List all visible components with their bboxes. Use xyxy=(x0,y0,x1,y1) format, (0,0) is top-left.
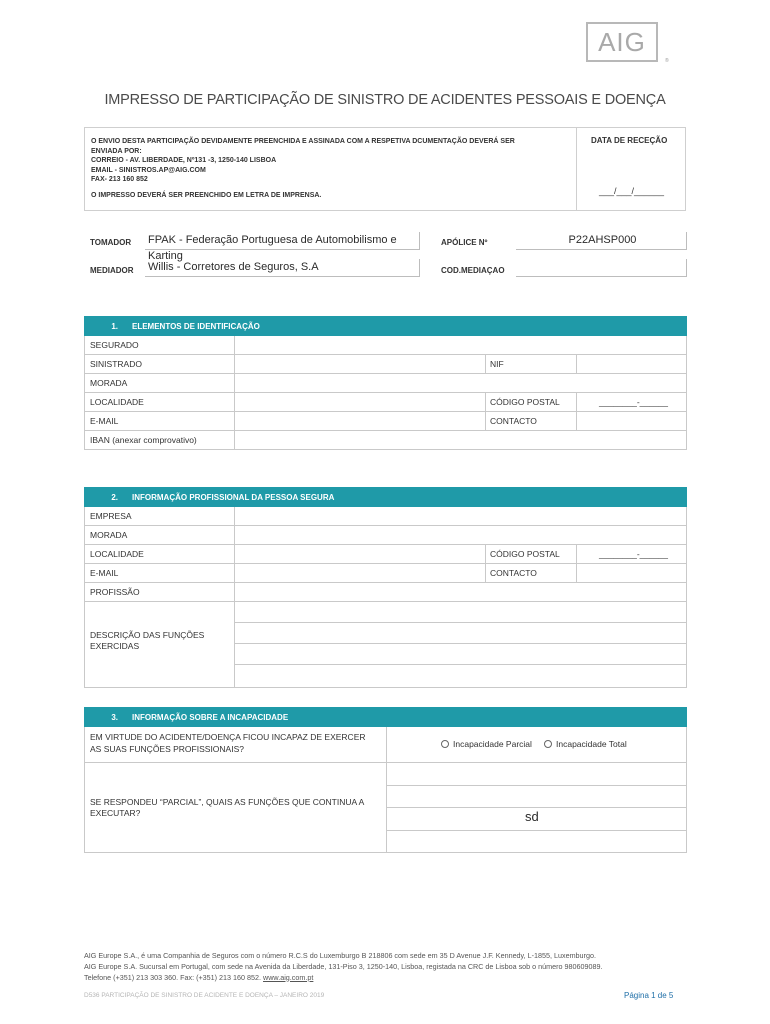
row-line xyxy=(386,830,686,831)
footer-line xyxy=(84,973,686,984)
row-line xyxy=(234,643,686,644)
profissao-label: PROFISSÃO xyxy=(90,587,140,597)
cell-divider xyxy=(576,393,577,411)
descricao-line: EXERCIDAS xyxy=(90,641,140,651)
cell-divider xyxy=(485,355,486,373)
aig-logo xyxy=(586,22,658,62)
page-number: Página 1 de 5 xyxy=(624,991,674,1000)
row-line xyxy=(386,785,686,786)
submission-info-box xyxy=(84,127,686,211)
row-email[interactable] xyxy=(84,412,687,431)
instruction-line: ENVIADA POR: xyxy=(91,147,142,155)
question-line: EXECUTAR? xyxy=(90,808,141,818)
cell-divider xyxy=(576,564,577,582)
email-label: E-MAIL xyxy=(90,416,119,426)
section-3-number: 3. xyxy=(111,712,118,722)
legal-footer xyxy=(84,951,686,983)
apolice-label: APÓLICE Nº xyxy=(441,238,488,247)
empresa-label: EMPRESA xyxy=(90,511,132,521)
option-total-label: Incapacidade Total xyxy=(556,739,627,749)
email-label: E-MAIL xyxy=(90,568,119,578)
section-incapacity xyxy=(84,707,687,853)
iban-label: IBAN (anexar comprovativo) xyxy=(90,435,197,445)
logo-text: AIG xyxy=(598,26,646,57)
row-segurado[interactable] xyxy=(84,336,687,355)
cell-divider xyxy=(234,393,235,411)
row-email-empresa[interactable] xyxy=(84,564,687,583)
row-localidade-empresa[interactable] xyxy=(84,545,687,564)
row-line xyxy=(234,664,686,665)
option-parcial[interactable] xyxy=(441,739,532,749)
row-line xyxy=(386,807,686,808)
cell-divider xyxy=(234,336,235,354)
row-profissao[interactable] xyxy=(84,583,687,602)
cell-divider xyxy=(234,583,235,601)
partial-functions-question xyxy=(90,797,364,819)
contacto-label: CONTACTO xyxy=(490,416,537,426)
reception-date-field[interactable]: ___/___/______ xyxy=(599,186,665,196)
tomador-label: TOMADOR xyxy=(90,238,132,247)
footer-line: AIG Europe S.A. Sucursal em Portugal, com sede na Avenida da Liberdade, 131-Piso 3, 1250-140, Lisboa, registada na CRC de Lisboa sob o número 980609089. xyxy=(84,961,603,971)
radio-icon xyxy=(544,740,552,748)
instruction-line: CORREIO - AV. LIBERDADE, Nº131 -3, 1250-140 LISBOA xyxy=(91,157,277,164)
cell-divider xyxy=(485,393,486,411)
codigo-postal-label: CÓDIGO POSTAL xyxy=(490,549,560,559)
codigo-postal-label: CÓDIGO POSTAL xyxy=(490,397,560,407)
form-title: IMPRESSO DE PARTICIPAÇÃO DE SINISTRO DE ACIDENTES PESSOAIS E DOENÇA xyxy=(104,92,666,108)
cell-divider xyxy=(485,412,486,430)
question-line: AS SUAS FUNÇÕES PROFISSIONAIS? xyxy=(90,744,244,754)
section-1-title: ELEMENTOS DE IDENTIFICAÇÃO xyxy=(132,321,260,331)
option-total[interactable] xyxy=(544,739,627,749)
codigo-postal-field[interactable]: ________-______ xyxy=(599,549,669,559)
segurado-label: SEGURADO xyxy=(90,340,139,350)
question-line: SE RESPONDEU “PARCIAL”, QUAIS AS FUNÇÕES QUE CONTINUA A xyxy=(90,797,365,807)
section-1-header xyxy=(84,316,687,336)
mediador-field[interactable]: Willis - Corretores de Seguros, S.A xyxy=(145,259,420,277)
contacto-label: CONTACTO xyxy=(490,568,537,578)
cell-divider xyxy=(234,507,235,525)
footer-line: AIG Europe S.A., é uma Companhia de Seguros com o número R.C.S do Luxemburgo B 218806 com sede em 35 D Avenue J.F. Kennedy, L-1855, Luxemburgo. xyxy=(84,951,596,960)
partial-functions-answer[interactable]: sd xyxy=(525,809,539,824)
row-sinistrado[interactable] xyxy=(84,355,687,374)
document-code: D536 PARTICIPAÇÃO DE SINISTRO DE ACIDENTE E DOENÇA – JANEIRO 2019 xyxy=(84,992,325,999)
cell-divider xyxy=(234,355,235,373)
codigo-postal-field[interactable]: ________-______ xyxy=(599,397,669,407)
cell-divider xyxy=(386,727,387,762)
question-line: EM VIRTUDE DO ACIDENTE/DOENÇA FICOU INCAPAZ DE EXERCER xyxy=(90,732,366,742)
incapacity-question xyxy=(90,731,366,755)
cell-divider xyxy=(234,564,235,582)
row-descricao-funcoes[interactable] xyxy=(84,602,687,688)
website-link[interactable]: www.aig.com.pt xyxy=(263,972,314,982)
footer-contacts: Telefone (+351) 213 303 360. Fax: (+351) 213 160 852. xyxy=(84,972,262,982)
morada-label: MORADA xyxy=(90,530,128,540)
instruction-line: O ENVIO DESTA PARTICIPAÇÃO DEVIDAMENTE PREENCHIDA E ASSINADA COM A RESPETIVA DCUMENTAÇÃO DEVERÁ SER xyxy=(91,138,515,145)
cell-divider xyxy=(234,602,235,687)
nif-label: NIF xyxy=(490,359,504,369)
submission-instructions xyxy=(91,137,571,185)
reception-date-label: DATA DE RECEÇÃO xyxy=(591,136,668,145)
section-identification xyxy=(84,316,687,450)
localidade-label: LOCALIDADE xyxy=(90,549,144,559)
cell-divider xyxy=(485,564,486,582)
cod-mediacao-field[interactable] xyxy=(516,259,687,277)
row-line xyxy=(234,622,686,623)
radio-icon xyxy=(441,740,449,748)
apolice-field[interactable]: P22AHSP000 xyxy=(516,232,687,250)
row-empresa[interactable] xyxy=(84,507,687,526)
descricao-funcoes-label xyxy=(90,630,204,652)
mediador-label: MEDIADOR xyxy=(90,266,134,275)
info-divider xyxy=(576,128,577,211)
registered-mark: ® xyxy=(665,58,669,64)
section-2-header xyxy=(84,487,687,507)
instruction-line: EMAIL - SINISTROS.AP@AIG.COM xyxy=(91,166,206,174)
tomador-field[interactable]: FPAK - Federação Portuguesa de Automobilismo e Karting xyxy=(145,232,420,250)
row-iban[interactable] xyxy=(84,431,687,450)
print-letters-note: O IMPRESSO DEVERÁ SER PREENCHIDO EM LETRA DE IMPRENSA. xyxy=(91,192,322,199)
localidade-label: LOCALIDADE xyxy=(90,397,144,407)
cod-mediacao-label: COD.MEDIAÇAO xyxy=(441,266,505,275)
cell-divider xyxy=(234,545,235,563)
cell-divider xyxy=(485,545,486,563)
cell-divider xyxy=(576,545,577,563)
cell-divider xyxy=(234,526,235,544)
section-3-title: INFORMAÇÃO SOBRE A INCAPACIDADE xyxy=(132,712,289,722)
section-3-header xyxy=(84,707,687,727)
section-professional-info xyxy=(84,487,687,688)
morada-label: MORADA xyxy=(90,378,128,388)
sinistrado-label: SINISTRADO xyxy=(90,359,142,369)
row-incapacity-question xyxy=(84,727,687,763)
option-parcial-label: Incapacidade Parcial xyxy=(453,739,532,749)
cell-divider xyxy=(234,431,235,449)
section-2-number: 2. xyxy=(111,492,118,502)
cell-divider xyxy=(234,374,235,392)
section-1-number: 1. xyxy=(111,321,118,331)
row-partial-functions[interactable] xyxy=(84,763,687,853)
instruction-line: FAX- 213 160 852 xyxy=(91,176,148,183)
section-2-title: INFORMAÇÃO PROFISSIONAL DA PESSOA SEGURA xyxy=(132,492,335,502)
row-localidade[interactable] xyxy=(84,393,687,412)
row-morada[interactable] xyxy=(84,374,687,393)
cell-divider xyxy=(576,355,577,373)
row-morada-empresa[interactable] xyxy=(84,526,687,545)
cell-divider xyxy=(576,412,577,430)
cell-divider xyxy=(234,412,235,430)
descricao-line: DESCRIÇÃO DAS FUNÇÕES xyxy=(90,630,205,640)
